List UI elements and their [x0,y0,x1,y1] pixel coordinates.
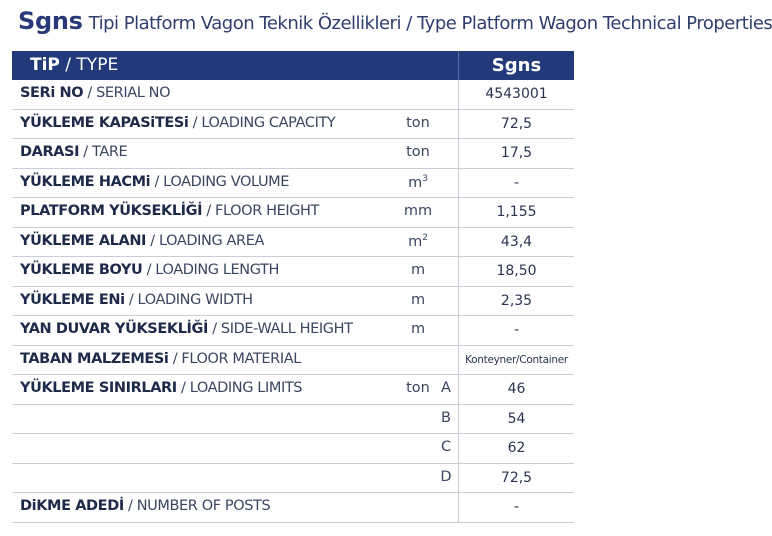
row-limit-letter: D [440,468,452,485]
row-value: 46 [458,375,574,404]
row-limit-letter: B [441,409,451,426]
row-unit [390,115,446,131]
table-row [12,169,574,199]
row-label-tr: YÜKLEME SINIRLARI [20,380,177,396]
table-row [12,228,574,258]
title-brand: Sgns [18,7,83,35]
specs-table [12,51,574,523]
header-label-tr: TiP [30,55,60,75]
row-label-en: / LOADING VOLUME [150,173,290,190]
row-unit [390,233,446,250]
row-label-en: / FLOOR MATERIAL [168,350,301,367]
table-body [12,80,574,523]
row-unit [390,262,446,278]
row-label [20,292,253,308]
page-title [18,7,772,41]
row-unit-text: ton [406,380,430,396]
row-label-tr: YÜKLEME HACMi [20,173,151,190]
row-label-en: / LOADING WIDTH [124,291,253,308]
row-label-tr: YÜKLEME BOYU [20,262,143,278]
row-label-tr: YÜKLEME KAPASiTESi [20,114,189,131]
row-label-en: / NUMBER OF POSTS [123,498,271,514]
row-label [20,144,127,160]
row-unit-text: ton [406,114,430,131]
row-value: - [458,493,574,522]
row-value: 62 [458,434,574,463]
table-row [12,198,574,228]
row-label [20,351,301,367]
table-row [12,110,574,140]
row-unit [390,292,446,308]
row-label-en: / LOADING LIMITS [176,380,303,396]
row-label-tr: DARASI [20,144,80,160]
table-row [12,434,574,464]
row-value: 1,155 [458,198,574,227]
header-label [30,55,118,75]
title-en: Type Platform Wagon Technical Properties [416,13,772,34]
table-row [12,257,574,287]
table-row [12,316,574,346]
row-label-tr: YAN DUVAR YÜKSEKLİĞİ [20,321,209,337]
row-label [20,174,289,190]
row-label-en: / FLOOR HEIGHT [202,203,320,219]
table-header [12,51,574,80]
row-unit [390,144,446,160]
row-limit-letter: A [441,380,451,396]
row-label [20,233,264,249]
row-value: 17,5 [458,139,574,168]
row-label [20,498,270,514]
row-limit-letter: C [440,439,452,455]
row-unit-text: m [408,174,423,191]
row-label-en: / LOADING LENGTH [142,262,280,278]
row-unit-superscript: 3 [422,173,428,184]
row-label-tr: SERi NO [20,85,84,101]
row-label [20,115,335,131]
row-unit-superscript: 2 [422,232,428,243]
row-label [20,203,319,219]
row-value: - [458,169,574,198]
table-row [12,405,574,435]
row-value: 72,5 [458,110,574,139]
row-label-en: / LOADING AREA [146,232,265,249]
header-value: Sgns [458,51,574,80]
row-unit [390,321,446,337]
row-label-en: / SERIAL NO [83,85,171,101]
row-unit-text: m [410,291,426,308]
table-row [12,80,574,110]
row-unit-text: mm [403,203,433,219]
row-label-en: / LOADING CAPACITY [188,114,336,131]
row-label-tr: DiKME ADEDİ [20,498,124,514]
row-value: Konteyner/Container [458,346,574,375]
row-value: 4543001 [458,80,574,109]
row-label-en: / TARE [79,144,128,160]
row-unit [390,203,446,219]
table-row [12,287,574,317]
table-row [12,139,574,169]
row-label [20,321,353,337]
row-label [20,262,279,278]
row-label [20,85,170,101]
table-row [12,375,574,405]
table-row [12,464,574,494]
table-row [12,346,574,376]
row-unit-text: ton [406,144,430,160]
row-label [20,380,302,396]
row-label-tr: TABAN MALZEMESi [20,350,169,367]
row-label-tr: YÜKLEME ENi [20,291,125,308]
table-row [12,493,574,523]
row-label-en: / SIDE-WALL HEIGHT [208,321,353,337]
title-separator: / [400,13,417,34]
row-unit [390,174,446,191]
header-label-en: / TYPE [59,55,119,75]
row-unit-text: m [410,321,426,337]
row-label-tr: PLATFORM YÜKSEKLİĞİ [20,203,203,219]
title-tr: Tipi Platform Vagon Teknik Özellikleri [88,13,401,34]
row-value: 72,5 [458,464,574,493]
row-value: 2,35 [458,287,574,316]
row-label-tr: YÜKLEME ALANI [20,232,147,249]
row-unit-text: m [410,262,426,278]
row-value: 18,50 [458,257,574,286]
row-value: 54 [458,405,574,434]
row-value: - [458,316,574,345]
row-value: 43,4 [458,228,574,257]
row-unit-text: m [408,233,423,250]
